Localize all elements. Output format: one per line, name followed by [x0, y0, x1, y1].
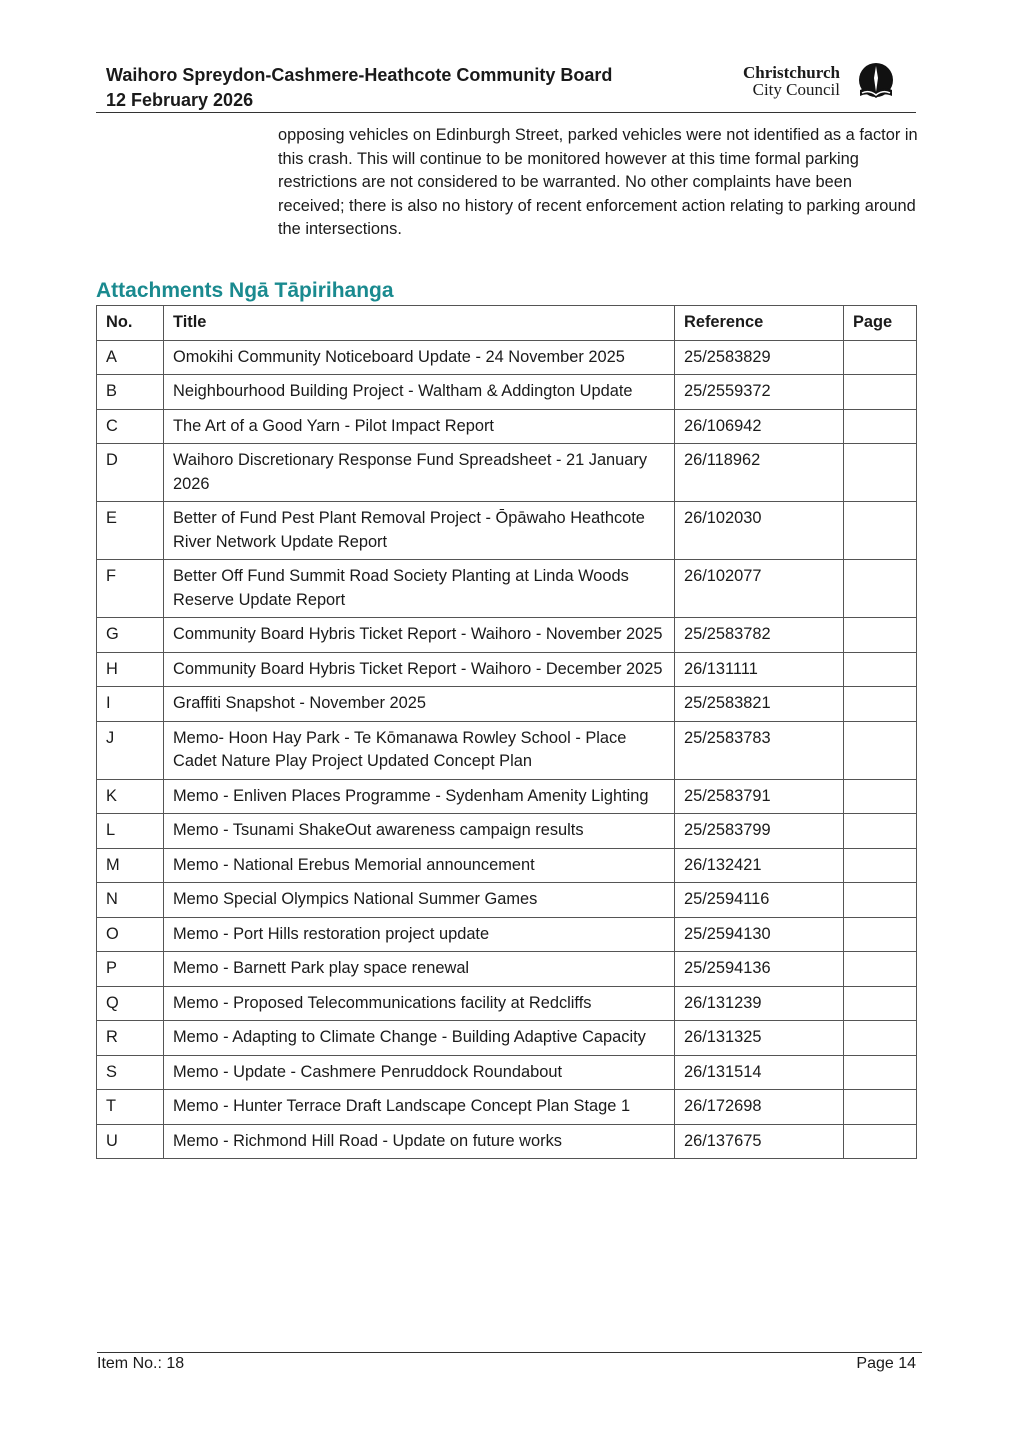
cell-page [844, 444, 917, 502]
table-row [97, 883, 917, 918]
table-row [97, 986, 917, 1021]
table-row [97, 560, 917, 618]
cell-reference: 25/2594130 [675, 917, 844, 952]
cell-page [844, 952, 917, 987]
cell-no: Q [97, 986, 164, 1021]
cell-page [844, 1055, 917, 1090]
cell-page [844, 375, 917, 410]
column-header-no: No. [97, 306, 164, 341]
cell-no: T [97, 1090, 164, 1125]
cell-reference: 26/131111 [675, 652, 844, 687]
cell-no: I [97, 687, 164, 722]
cell-page [844, 779, 917, 814]
cell-page [844, 502, 917, 560]
table-row [97, 952, 917, 987]
cell-reference: 25/2583799 [675, 814, 844, 849]
cell-reference: 26/131325 [675, 1021, 844, 1056]
cell-title: Better Off Fund Summit Road Society Planting at Linda Woods Reserve Update Report [164, 560, 675, 618]
cell-page [844, 652, 917, 687]
table-row [97, 375, 917, 410]
cell-reference: 25/2583821 [675, 687, 844, 722]
cell-title: Memo - Hunter Terrace Draft Landscape Concept Plan Stage 1 [164, 1090, 675, 1125]
cell-title: Memo - Tsunami ShakeOut awareness campaign results [164, 814, 675, 849]
council-logo [728, 62, 898, 102]
council-emblem-icon [856, 62, 896, 102]
page-header [96, 58, 916, 113]
table-row [97, 721, 917, 779]
cell-no: R [97, 1021, 164, 1056]
board-title: Waihoro Spreydon-Cashmere-Heathcote Community Board [106, 65, 613, 85]
cell-no: K [97, 779, 164, 814]
cell-page [844, 1124, 917, 1159]
cell-title: Memo - Barnett Park play space renewal [164, 952, 675, 987]
cell-no: D [97, 444, 164, 502]
cell-reference: 25/2583829 [675, 340, 844, 375]
cell-page [844, 618, 917, 653]
cell-reference: 26/118962 [675, 444, 844, 502]
cell-no: O [97, 917, 164, 952]
cell-title: Community Board Hybris Ticket Report - Waihoro - December 2025 [164, 652, 675, 687]
cell-no: F [97, 560, 164, 618]
table-row [97, 1055, 917, 1090]
attachments-heading: Attachments Ngā Tāpirihanga [96, 279, 394, 302]
cell-reference: 25/2583783 [675, 721, 844, 779]
cell-page [844, 687, 917, 722]
column-header-reference: Reference [675, 306, 844, 341]
cell-title: Memo- Hoon Hay Park - Te Kōmanawa Rowley School - Place Cadet Nature Play Project Updated Concept Plan [164, 721, 675, 779]
cell-page [844, 917, 917, 952]
table-row [97, 779, 917, 814]
attachments-table-body [97, 340, 917, 1159]
cell-no: A [97, 340, 164, 375]
cell-title: Memo - National Erebus Memorial announcement [164, 848, 675, 883]
table-row [97, 848, 917, 883]
cell-no: E [97, 502, 164, 560]
table-row [97, 814, 917, 849]
table-row [97, 1090, 917, 1125]
table-row [97, 340, 917, 375]
cell-title: Memo - Port Hills restoration project update [164, 917, 675, 952]
cell-title: Memo - Richmond Hill Road - Update on future works [164, 1124, 675, 1159]
cell-no: B [97, 375, 164, 410]
cell-page [844, 848, 917, 883]
table-row [97, 917, 917, 952]
cell-no: N [97, 883, 164, 918]
cell-title: Community Board Hybris Ticket Report - Waihoro - November 2025 [164, 618, 675, 653]
cell-reference: 26/131514 [675, 1055, 844, 1090]
cell-reference: 25/2594136 [675, 952, 844, 987]
table-row [97, 618, 917, 653]
table-row [97, 444, 917, 502]
table-row [97, 1124, 917, 1159]
cell-reference: 26/106942 [675, 409, 844, 444]
cell-page [844, 814, 917, 849]
cell-title: Better of Fund Pest Plant Removal Project - Ōpāwaho Heathcote River Network Update Report [164, 502, 675, 560]
table-row [97, 1021, 917, 1056]
cell-title: The Art of a Good Yarn - Pilot Impact Report [164, 409, 675, 444]
cell-title: Omokihi Community Noticeboard Update - 24 November 2025 [164, 340, 675, 375]
logo-line2: City Council [752, 80, 840, 99]
cell-title: Memo - Update - Cashmere Penruddock Roundabout [164, 1055, 675, 1090]
cell-title: Memo - Adapting to Climate Change - Building Adaptive Capacity [164, 1021, 675, 1056]
cell-no: L [97, 814, 164, 849]
cell-page [844, 560, 917, 618]
cell-reference: 25/2594116 [675, 883, 844, 918]
cell-no: H [97, 652, 164, 687]
column-header-title: Title [164, 306, 675, 341]
cell-reference: 26/132421 [675, 848, 844, 883]
cell-no: U [97, 1124, 164, 1159]
cell-no: S [97, 1055, 164, 1090]
cell-title: Memo Special Olympics National Summer Games [164, 883, 675, 918]
cell-page [844, 409, 917, 444]
item-number: Item No.: 18 [97, 1355, 185, 1372]
cell-reference: 25/2583782 [675, 618, 844, 653]
cell-no: G [97, 618, 164, 653]
cell-page [844, 721, 917, 779]
body-paragraph: opposing vehicles on Edinburgh Street, parked vehicles were not identified as a factor in this crash. This will continue to be monitored however at this time formal parking restrictions are not considered to be warranted. No other complaints have been received; there is also no history of recent enforcement action relating to parking around the intersections. [278, 126, 918, 239]
cell-reference: 25/2559372 [675, 375, 844, 410]
cell-reference: 26/102077 [675, 560, 844, 618]
meeting-date: 12 February 2026 [106, 90, 254, 110]
cell-reference: 26/102030 [675, 502, 844, 560]
page-number: Page 14 [856, 1355, 916, 1372]
cell-page [844, 883, 917, 918]
logo-line1: Christchurch [743, 63, 840, 82]
cell-no: C [97, 409, 164, 444]
table-row [97, 502, 917, 560]
cell-title: Memo - Proposed Telecommunications facility at Redcliffs [164, 986, 675, 1021]
cell-title: Waihoro Discretionary Response Fund Spreadsheet - 21 January 2026 [164, 444, 675, 502]
cell-no: P [97, 952, 164, 987]
cell-title: Memo - Enliven Places Programme - Sydenham Amenity Lighting [164, 779, 675, 814]
cell-reference: 26/131239 [675, 986, 844, 1021]
cell-reference: 26/137675 [675, 1124, 844, 1159]
page-footer [97, 1352, 922, 1377]
cell-no: J [97, 721, 164, 779]
cell-reference: 25/2583791 [675, 779, 844, 814]
table-header-row [97, 306, 917, 341]
attachments-table [96, 305, 917, 1159]
table-row [97, 409, 917, 444]
cell-page [844, 986, 917, 1021]
cell-page [844, 340, 917, 375]
table-row [97, 652, 917, 687]
cell-page [844, 1090, 917, 1125]
cell-page [844, 1021, 917, 1056]
cell-title: Neighbourhood Building Project - Waltham & Addington Update [164, 375, 675, 410]
table-row [97, 687, 917, 722]
cell-no: M [97, 848, 164, 883]
cell-title: Graffiti Snapshot - November 2025 [164, 687, 675, 722]
column-header-page: Page [844, 306, 917, 341]
cell-reference: 26/172698 [675, 1090, 844, 1125]
